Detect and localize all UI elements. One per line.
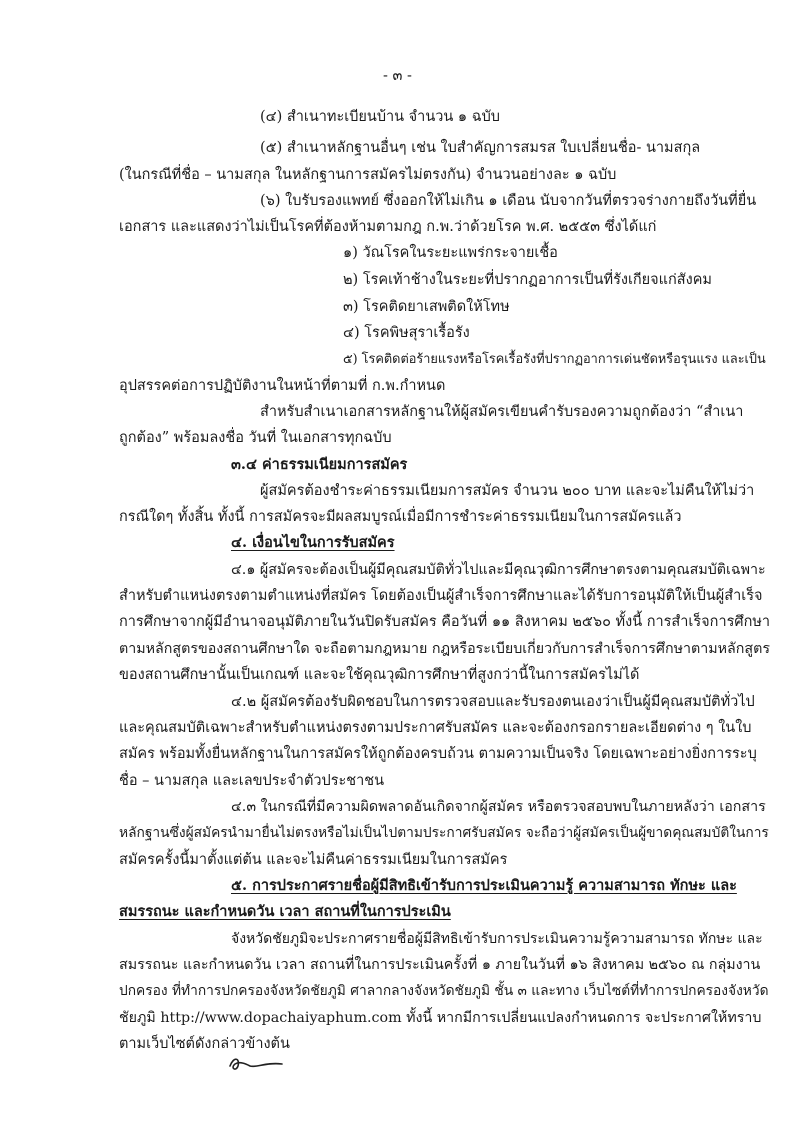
- doc-line: ๔.๑ ผู้สมัครจะต้องเป็นผู้มีคุณสมบัติทั่วไปและมีคุณวุฒิการศึกษาตรงตามคุณสมบัติเฉพาะ: [231, 562, 766, 578]
- doc-line: (ในกรณีที่ชื่อ – นามสกุล ในหลักฐานการสมัครไม่ตรงกัน) จำนวนอย่างละ ๑ ฉบับ: [119, 167, 617, 183]
- doc-line: และคุณสมบัติเฉพาะสำหรับตำแหน่งตรงตามประกาศรับสมัคร และจะต้องกรอกรายละเอียดต่าง ๆ ในใบ: [119, 720, 752, 736]
- doc-line: ถูกต้อง” พร้อมลงชื่อ วันที่ ในเอกสารทุกฉบับ: [119, 430, 392, 446]
- section-heading-5-cont: สมรรถนะ และกำหนดวัน เวลา สถานที่ในการประเมิน: [119, 903, 451, 920]
- doc-line: ตามหลักสูตรของสถานศึกษาใด จะถือตามกฎหมาย กฎหรือระเบียบเกี่ยวกับการสำเร็จการศึกษาตามหลักสูตร: [119, 641, 771, 657]
- signature-mark: [226, 1052, 286, 1076]
- disease-item-2: ๒) โรคเท้าช้างในระยะที่ปรากฏอาการเป็นที่รังเกียจแก่สังคม: [343, 272, 712, 288]
- doc-line: ของสถานศึกษานั้นเป็นเกณฑ์ และจะใช้คุณวุฒิการศึกษาที่สูงกว่านี้ในการสมัครไม่ได้: [119, 667, 640, 683]
- doc-line: ตามเว็บไซต์ดังกล่าวข้างต้น: [119, 1036, 290, 1052]
- section-heading-3-4: ๓.๔ ค่าธรรมเนียมการสมัคร: [231, 456, 408, 473]
- disease-item-3: ๓) โรคติดยาเสพติดให้โทษ: [343, 299, 510, 315]
- page-number: - ๓ -: [383, 68, 412, 84]
- doc-line: หลักฐานซึ่งผู้สมัครนำมายื่นไม่ตรงหรือไม่เป็นไปตามประกาศรับสมัคร จะถือว่าผู้สมัครเป็นผู้ขาดคุณสมบัติในการ: [119, 825, 769, 841]
- doc-line: สมรรถนะ และกำหนดวัน เวลา สถานที่ในการประเมินครั้งที่ ๑ ภายในวันที่ ๑๖ สิงหาคม ๒๕๖๐ ณ กลุ่มงาน: [119, 957, 761, 973]
- doc-line: ๔.๓ ในกรณีที่มีความผิดพลาดอันเกิดจากผู้สมัคร หรือตรวจสอบพบในภายหลังว่า เอกสาร: [231, 799, 766, 815]
- doc-line: สมัครครั้งนี้มาตั้งแต่ต้น และจะไม่คืนค่าธรรมเนียมในการสมัคร: [119, 852, 508, 868]
- doc-item-5: (๕) สำเนาหลักฐานอื่นๆ เช่น ใบสำคัญการสมรส ใบเปลี่ยนชื่อ- นามสกุล: [260, 140, 701, 156]
- doc-line: กรณีใดๆ ทั้งสิ้น ทั้งนี้ การสมัครจะมีผลสมบูรณ์เมื่อมีการชำระค่าธรรมเนียมในการสมัครแล้ว: [119, 509, 682, 525]
- doc-line: เอกสาร และแสดงว่าไม่เป็นโรคที่ต้องห้ามตามกฎ ก.พ.ว่าด้วยโรค พ.ศ. ๒๕๕๓ ซึ่งได้แก่: [119, 219, 657, 235]
- doc-line: การศึกษาจากผู้มีอำนาจอนุมัติภายในวันปิดรับสมัคร คือวันที่ ๑๑ สิงหาคม ๒๕๖๐ ทั้งนี้ การสำเร็จการศึกษา: [119, 614, 771, 630]
- doc-line: จังหวัดชัยภูมิจะประกาศรายชื่อผู้มีสิทธิเข้ารับการประเมินความรู้ความสามารถ ทักษะ และ: [231, 931, 763, 947]
- doc-line: สำหรับสำเนาเอกสารหลักฐานให้ผู้สมัครเขียนคำรับรองความถูกต้องว่า “สำเนา: [260, 404, 744, 420]
- doc-line: สมัคร พร้อมทั้งยื่นหลักฐานในการสมัครให้ถูกต้องครบถ้วน ตามความเป็นจริง โดยเฉพาะอย่างยิ่งการระบุ: [119, 746, 757, 762]
- doc-line: สำหรับตำแหน่งตรงตามตำแหน่งที่สมัคร โดยต้องเป็นผู้สำเร็จการศึกษาและได้รับการอนุมัติให้เป็นผู้สำเร็จ: [119, 588, 763, 604]
- disease-item-5: ๕) โรคติดต่อร้ายแรงหรือโรคเรื้อรังที่ปรากฏอาการเด่นชัดหรือรุนแรง และเป็น: [343, 352, 766, 367]
- doc-line: ปกครอง ที่ทำการปกครองจังหวัดชัยภูมิ ศาลากลางจังหวัดชัยภูมิ ชั้น ๓ และทาง เว็บไซต์ที่ทำการปกครองจังหวัด: [119, 983, 769, 999]
- section-heading-5: ๕. การประกาศรายชื่อผู้มีสิทธิเข้ารับการประเมินความรู้ ความสามารถ ทักษะ และ: [231, 877, 737, 894]
- doc-line: ผู้สมัครต้องชำระค่าธรรมเนียมการสมัคร จำนวน ๒๐๐ บาท และจะไม่คืนให้ไม่ว่า: [260, 483, 755, 499]
- disease-item-4: ๔) โรคพิษสุราเรื้อรัง: [343, 325, 470, 341]
- doc-line: ชัยภูมิ http://www.dopachaiyaphum.com ทั้งนี้ หากมีการเปลี่ยนแปลงกำหนดการ จะประกาศให้ทราบ: [119, 1010, 762, 1026]
- doc-item-6: (๖) ใบรับรองแพทย์ ซึ่งออกให้ไม่เกิน ๑ เดือน นับจากวันที่ตรวจร่างกายถึงวันที่ยื่น: [260, 193, 757, 209]
- doc-item-4: (๔) สำเนาทะเบียนบ้าน จำนวน ๑ ฉบับ: [260, 109, 500, 125]
- section-heading-4: ๔. เงื่อนไขในการรับสมัคร: [231, 534, 395, 551]
- doc-line: ๔.๒ ผู้สมัครต้องรับผิดชอบในการตรวจสอบและรับรองตนเองว่าเป็นผู้มีคุณสมบัติทั่วไป: [231, 694, 755, 710]
- disease-item-1: ๑) วัณโรคในระยะแพร่กระจายเชื้อ: [343, 245, 558, 261]
- doc-line: อุปสรรคต่อการปฏิบัติงานในหน้าที่ตามที่ ก.พ.กำหนด: [119, 378, 446, 394]
- doc-line: ชื่อ – นามสกุล และเลขประจำตัวประชาชน: [119, 773, 385, 789]
